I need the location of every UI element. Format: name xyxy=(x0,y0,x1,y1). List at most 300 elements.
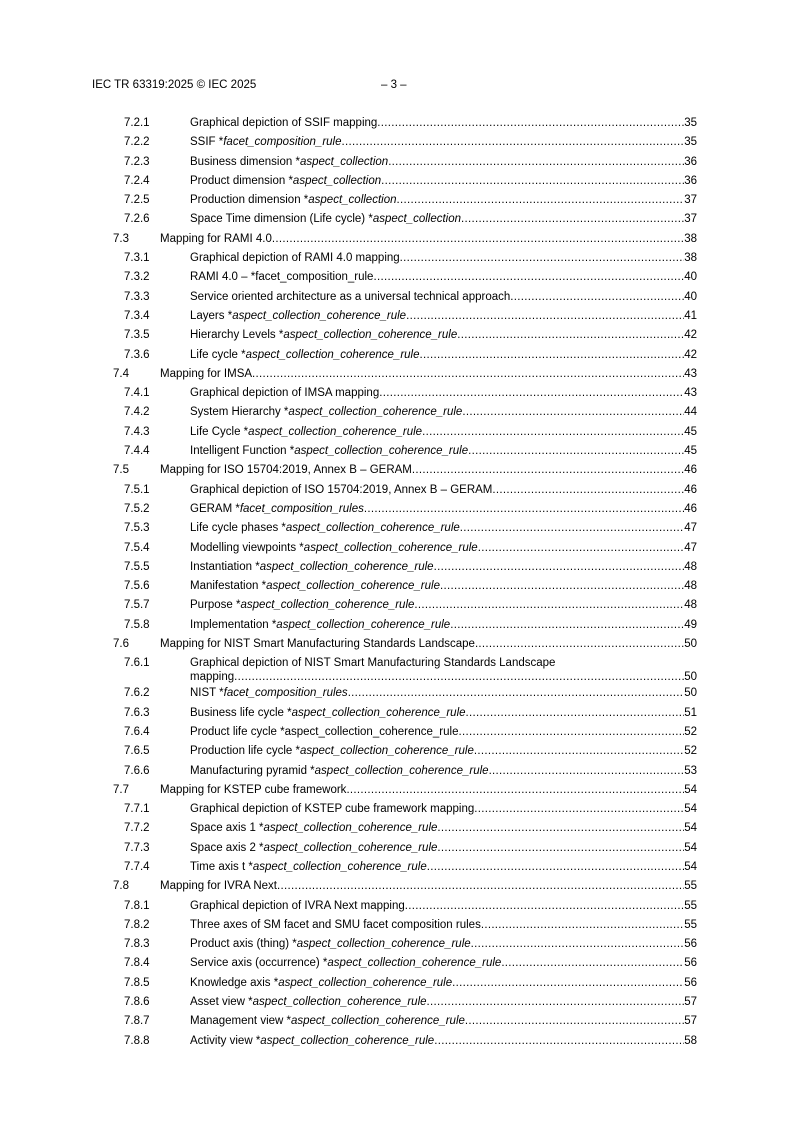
toc-entry-title-text: Layers * xyxy=(190,309,233,322)
toc-entry-body xyxy=(190,423,697,442)
toc-entry-number: 7.5.8 xyxy=(124,618,150,631)
toc-entry-title xyxy=(190,723,459,742)
dot-leader xyxy=(452,974,684,993)
toc-entry-number: 7.7.4 xyxy=(124,860,150,873)
toc-entry-title xyxy=(190,519,460,538)
toc-entry-title-text: Manifestation * xyxy=(190,580,267,593)
dot-leader xyxy=(474,742,684,761)
toc-entry-page: 54 xyxy=(684,783,697,796)
toc-entry-page: 48 xyxy=(684,580,697,593)
toc-entry-body xyxy=(190,839,697,858)
toc-entry-page: 52 xyxy=(684,745,697,758)
toc-entry[interactable] xyxy=(0,616,793,635)
toc-entry-body xyxy=(190,916,697,935)
dot-leader xyxy=(346,781,684,800)
toc-entry-title-italic: aspect_collection xyxy=(299,155,389,168)
toc-entry-page: 45 xyxy=(684,425,697,438)
toc-entry-number: 7.5.1 xyxy=(124,483,150,496)
dot-leader xyxy=(471,935,685,954)
toc-entry-body xyxy=(160,230,697,249)
toc-entry-page: 46 xyxy=(684,502,697,515)
toc-entry-number: 7.7 xyxy=(113,783,129,796)
toc-entry-title-text: Life cycle * xyxy=(190,348,246,361)
toc-entry[interactable] xyxy=(0,423,793,442)
toc-entry-title xyxy=(190,268,373,287)
toc-entry-title xyxy=(190,819,437,838)
toc-entry-title xyxy=(160,635,475,654)
dot-leader xyxy=(465,1012,684,1031)
toc-entry[interactable] xyxy=(0,500,793,519)
toc-entry-title-text: Manufacturing pyramid * xyxy=(190,764,315,777)
toc-entry-number: 7.6.4 xyxy=(124,725,150,738)
toc-entry-number: 7.8.5 xyxy=(124,976,150,989)
toc-entry-page: 43 xyxy=(684,387,697,400)
toc-entry-number: 7.3 xyxy=(113,232,129,245)
toc-entry-page: 56 xyxy=(684,938,697,951)
toc-entry-title-continued: mapping xyxy=(190,671,235,684)
toc-entry-number: 7.2.1 xyxy=(124,117,150,129)
toc-entry-body xyxy=(160,461,697,480)
toc-entry-page: 47 xyxy=(684,541,697,554)
dot-leader xyxy=(489,762,685,781)
toc-entry-number: 7.8.6 xyxy=(124,996,150,1009)
toc-entry-title-text: Product axis (thing) * xyxy=(190,938,297,951)
toc-entry-title xyxy=(190,558,434,577)
toc-entry-body xyxy=(190,616,697,635)
toc-entry[interactable] xyxy=(0,723,793,742)
dot-leader xyxy=(492,481,684,500)
dot-leader xyxy=(466,704,685,723)
toc-entry-body xyxy=(190,974,697,993)
toc-entry-title xyxy=(190,897,405,916)
toc-entry-title-italic: aspect_collection_coherence_rule xyxy=(291,706,466,719)
toc-entry-title xyxy=(190,954,501,973)
toc-entry-title-text: Product dimension * xyxy=(190,174,293,187)
toc-entry-title-text: SSIF * xyxy=(190,136,224,149)
toc-entry-title-italic: aspect_collection_coherence_rule xyxy=(299,745,474,758)
toc-entry-page: 35 xyxy=(684,117,697,129)
toc-entry-title-text: Mapping for RAMI 4.0 xyxy=(160,232,272,245)
dot-leader xyxy=(397,191,685,210)
toc-entry-page: 45 xyxy=(684,445,697,458)
toc-entry-body xyxy=(190,762,697,781)
toc-entry-page: 37 xyxy=(684,194,697,207)
toc-entry[interactable] xyxy=(0,635,793,654)
toc-entry-page: 48 xyxy=(684,599,697,612)
toc-entry-number: 7.5.7 xyxy=(124,599,150,612)
toc-entry-title-italic: aspect_collection_coherence_rule xyxy=(327,957,502,970)
toc-entry[interactable] xyxy=(0,1032,793,1051)
toc-entry-title xyxy=(190,114,377,133)
toc-entry-title-italic: aspect_collection_coherence_rule xyxy=(263,822,438,835)
toc-entry-page: 54 xyxy=(684,860,697,873)
toc-entry-title-text: Time axis t * xyxy=(190,860,253,873)
dot-leader xyxy=(379,384,684,403)
toc-entry-title xyxy=(190,1012,465,1031)
toc-entry-body xyxy=(160,635,697,654)
toc-entry[interactable] xyxy=(0,461,793,480)
dot-leader xyxy=(272,230,684,249)
toc-entry-title xyxy=(190,974,452,993)
toc-entry[interactable] xyxy=(0,268,793,287)
dot-leader xyxy=(434,558,685,577)
toc-entry[interactable] xyxy=(0,403,793,422)
dot-leader xyxy=(377,114,684,133)
toc-entry-title xyxy=(160,877,277,896)
toc-entry[interactable] xyxy=(0,230,793,249)
toc-entry-page: 46 xyxy=(684,464,697,477)
toc-entry-title xyxy=(190,346,420,365)
toc-entry-body xyxy=(190,654,697,684)
toc-entry[interactable] xyxy=(0,153,793,172)
toc-entry-title-text: Mapping for NIST Smart Manufacturing Standards Landscape xyxy=(160,638,475,651)
toc-entry-title xyxy=(190,249,400,268)
toc-entry-page: 55 xyxy=(684,899,697,912)
toc-entry-page: 53 xyxy=(684,764,697,777)
dot-leader xyxy=(434,1032,684,1051)
toc-entry-page: 43 xyxy=(684,367,697,380)
toc-entry-title-italic: aspect_collection xyxy=(292,174,382,187)
toc-entry-body xyxy=(190,442,697,461)
toc-entry-number: 7.2.4 xyxy=(124,174,150,187)
toc-entry-number: 7.3.3 xyxy=(124,290,150,303)
toc-entry-title-text: Life cycle phases * xyxy=(190,522,286,535)
toc-entry-page: 38 xyxy=(684,252,697,265)
toc-entry-body xyxy=(190,993,697,1012)
toc-entry-page: 50 xyxy=(684,671,697,684)
toc-entry-number: 7.7.2 xyxy=(124,822,150,835)
toc-entry-number: 7.5.2 xyxy=(124,502,150,515)
toc-entry[interactable] xyxy=(0,954,793,973)
toc-entry[interactable] xyxy=(0,384,793,403)
toc-entry-title-text: Knowledge axis * xyxy=(190,976,279,989)
dot-leader xyxy=(462,403,684,422)
dot-leader xyxy=(414,596,684,615)
toc-entry-title xyxy=(190,577,440,596)
toc-entry[interactable] xyxy=(0,133,793,152)
toc-entry-body xyxy=(190,403,697,422)
dot-leader xyxy=(457,326,684,345)
toc-entry-title-text: Instantiation * xyxy=(190,560,260,573)
toc-entry-title xyxy=(190,500,364,519)
dot-leader xyxy=(468,442,684,461)
dot-leader xyxy=(461,210,684,229)
toc-entry-number: 7.4.1 xyxy=(124,387,150,400)
toc-entry-page: 54 xyxy=(684,841,697,854)
toc-entry-title-italic: aspect_collection_coherence_rule xyxy=(283,329,458,342)
toc-entry-title xyxy=(190,858,427,877)
toc-entry-title-italic: aspect_collection_coherence_rule xyxy=(245,348,420,361)
toc-entry-title xyxy=(190,326,457,345)
toc-entry-title-italic: facet_composition_rules xyxy=(223,687,348,700)
toc-entry[interactable] xyxy=(0,897,793,916)
toc-entry-title-text: Business life cycle * xyxy=(190,706,292,719)
toc-entry-line-2 xyxy=(190,670,697,684)
dot-leader xyxy=(474,800,684,819)
toc-entry-title xyxy=(160,781,346,800)
toc-entry-page: 56 xyxy=(684,957,697,970)
toc-entry[interactable] xyxy=(0,742,793,761)
toc-entry-page: 50 xyxy=(684,638,697,651)
toc-entry-title xyxy=(190,133,342,152)
toc-entry-page: 36 xyxy=(684,155,697,168)
toc-entry-number: 7.7.1 xyxy=(124,803,150,816)
toc-entry-title-text: Mapping for IMSA xyxy=(160,367,253,380)
toc-entry-number: 7.2.6 xyxy=(124,213,150,226)
toc-entry[interactable] xyxy=(0,577,793,596)
toc-entry-body xyxy=(190,191,697,210)
toc-entry[interactable] xyxy=(0,704,793,723)
toc-entry-body xyxy=(160,781,697,800)
toc-entry-title-text: Life Cycle * xyxy=(190,425,249,438)
toc-entry-number: 7.6.1 xyxy=(124,657,150,670)
toc-entry-body xyxy=(190,954,697,973)
toc-entry-page: 37 xyxy=(684,213,697,226)
toc-entry-title-text: System Hierarchy * xyxy=(190,406,289,419)
toc-entry[interactable] xyxy=(0,858,793,877)
toc-entry-body xyxy=(160,365,697,384)
toc-entry-title-text: Business dimension * xyxy=(190,155,300,168)
dot-leader xyxy=(381,172,684,191)
toc-entry-title-text: Mapping for IVRA Next xyxy=(160,880,277,893)
dot-leader xyxy=(373,268,684,287)
toc-entry[interactable] xyxy=(0,326,793,345)
toc-entry[interactable] xyxy=(0,762,793,781)
toc-entry-page: 36 xyxy=(684,174,697,187)
toc-entry-page: 44 xyxy=(684,406,697,419)
toc-entry-title-italic: aspect_collection_coherence_rule xyxy=(276,618,451,631)
toc-entry-body xyxy=(190,288,697,307)
toc-entry-page: 47 xyxy=(684,522,697,535)
toc-entry-title-text: Service oriented architecture as a universal technical approach xyxy=(190,290,511,303)
toc-entry-number: 7.4.2 xyxy=(124,406,150,419)
toc-entry[interactable] xyxy=(0,481,793,500)
toc-entry-title xyxy=(190,288,510,307)
toc-entry-page: 54 xyxy=(684,803,697,816)
toc-entry-title-italic: aspect_collection_coherence_rule xyxy=(232,309,407,322)
toc-entry-page: 38 xyxy=(684,232,697,245)
toc-entry-number: 7.8.7 xyxy=(124,1015,150,1028)
toc-entry-title xyxy=(190,481,492,500)
toc-entry-title-text: Activity view * xyxy=(190,1034,261,1047)
toc-entry-body xyxy=(190,268,697,287)
toc-entry-page: 57 xyxy=(684,996,697,1009)
toc-entry-title-text: Hierarchy Levels * xyxy=(190,329,284,342)
toc-entry-title-text: Intelligent Function * xyxy=(190,445,295,458)
toc-entry-body xyxy=(190,577,697,596)
document-title: IEC TR 63319:2025 © IEC 2025 xyxy=(92,79,257,91)
toc-entry[interactable] xyxy=(0,539,793,558)
toc-entry-body xyxy=(190,819,697,838)
toc-entry-title-italic: aspect_collection xyxy=(372,213,462,226)
toc-entry-title xyxy=(190,935,471,954)
dot-leader xyxy=(459,723,685,742)
toc-entry[interactable] xyxy=(0,839,793,858)
toc-entry-body xyxy=(190,307,697,326)
toc-entry[interactable] xyxy=(0,654,793,684)
toc-entry-number: 7.5.4 xyxy=(124,541,150,554)
toc-entry[interactable] xyxy=(0,210,793,229)
toc-entry-title-text: Product life cycle *aspect_collection_coherence_rule xyxy=(190,725,459,738)
toc-entry-title xyxy=(190,839,437,858)
toc-entry-title xyxy=(190,384,379,403)
dot-leader xyxy=(342,133,685,152)
toc-entry-number: 7.3.2 xyxy=(124,271,150,284)
toc-entry-title-italic: aspect_collection_coherence_rule xyxy=(288,406,463,419)
dot-leader xyxy=(420,346,685,365)
toc-entry[interactable] xyxy=(0,781,793,800)
dot-leader xyxy=(475,635,684,654)
toc-entry-body xyxy=(190,558,697,577)
toc-entry-title xyxy=(190,596,414,615)
toc-entry-page: 58 xyxy=(684,1034,697,1047)
toc-entry-page: 55 xyxy=(684,880,697,893)
table-of-contents xyxy=(0,114,793,1051)
toc-entry-number: 7.3.4 xyxy=(124,309,150,322)
dot-leader xyxy=(437,819,684,838)
toc-entry-title-italic: aspect_collection_coherence_rule xyxy=(303,541,478,554)
toc-entry-page: 35 xyxy=(684,136,697,149)
toc-entry-title xyxy=(190,423,422,442)
toc-entry-body xyxy=(190,935,697,954)
toc-entry[interactable] xyxy=(0,800,793,819)
toc-entry-number: 7.6.5 xyxy=(124,745,150,758)
toc-entry-title-text: Asset view * xyxy=(190,996,253,1009)
dot-leader xyxy=(427,858,684,877)
toc-entry[interactable] xyxy=(0,1012,793,1031)
toc-entry-title-text: Graphical depiction of IVRA Next mapping xyxy=(190,899,405,912)
toc-entry-title-text: Service axis (occurrence) * xyxy=(190,957,328,970)
toc-entry-number: 7.3.6 xyxy=(124,348,150,361)
dot-leader xyxy=(348,684,685,703)
toc-entry-body xyxy=(190,1032,697,1051)
toc-entry-number: 7.8.8 xyxy=(124,1034,150,1047)
toc-entry-title-text: NIST * xyxy=(190,687,224,700)
toc-entry-title-text: Mapping for KSTEP cube framework xyxy=(160,783,347,796)
toc-entry-page: 56 xyxy=(684,976,697,989)
page-header xyxy=(92,77,407,93)
toc-entry[interactable] xyxy=(0,114,793,133)
toc-entry-body xyxy=(190,684,697,703)
toc-entry-title-italic: aspect_collection_coherence_rule xyxy=(294,445,469,458)
toc-entry[interactable] xyxy=(0,974,793,993)
toc-entry[interactable] xyxy=(0,288,793,307)
toc-entry-title xyxy=(190,800,474,819)
toc-entry[interactable] xyxy=(0,993,793,1012)
toc-entry-number: 7.6.6 xyxy=(124,764,150,777)
toc-entry-body xyxy=(190,153,697,172)
toc-entry-number: 7.5.6 xyxy=(124,580,150,593)
toc-entry-title-text: Space axis 2 * xyxy=(190,841,264,854)
toc-entry-body xyxy=(190,346,697,365)
toc-entry-title-text: Production dimension * xyxy=(190,194,309,207)
toc-entry-title-text: Production life cycle * xyxy=(190,745,300,758)
toc-entry-title xyxy=(190,993,427,1012)
toc-entry-line-1 xyxy=(190,657,697,670)
toc-entry-number: 7.8.4 xyxy=(124,957,150,970)
toc-entry[interactable] xyxy=(0,519,793,538)
toc-entry-number: 7.6.2 xyxy=(124,687,150,700)
toc-entry[interactable] xyxy=(0,916,793,935)
toc-entry-title xyxy=(190,1032,434,1051)
toc-entry[interactable] xyxy=(0,877,793,896)
toc-entry[interactable] xyxy=(0,684,793,703)
dot-leader xyxy=(412,461,684,480)
toc-entry-title-italic: aspect_collection_coherence_rule xyxy=(252,996,427,1009)
toc-entry-title xyxy=(160,365,252,384)
toc-entry-title-text: Graphical depiction of IMSA mapping xyxy=(190,387,380,400)
toc-entry[interactable] xyxy=(0,935,793,954)
toc-entry-body xyxy=(190,800,697,819)
toc-entry[interactable] xyxy=(0,307,793,326)
toc-entry-title-italic: aspect_collection_coherence_rule xyxy=(259,560,434,573)
toc-entry-title xyxy=(190,403,462,422)
toc-entry-page: 41 xyxy=(684,309,697,322)
page-number: – 3 – xyxy=(381,79,407,91)
toc-entry-title-italic: facet_composition_rule xyxy=(223,136,342,149)
toc-entry-number: 7.8.1 xyxy=(124,899,150,912)
toc-entry-title xyxy=(190,762,489,781)
dot-leader xyxy=(460,519,684,538)
toc-entry-number: 7.2.5 xyxy=(124,194,150,207)
toc-entry[interactable] xyxy=(0,191,793,210)
toc-entry-title-text: RAMI 4.0 – *facet_composition_rule xyxy=(190,271,374,284)
toc-entry-title-italic: aspect_collection_coherence_rule xyxy=(248,425,423,438)
toc-entry[interactable] xyxy=(0,249,793,268)
toc-entry-body xyxy=(190,539,697,558)
dot-leader xyxy=(252,365,684,384)
toc-entry-title-text: Mapping for ISO 15704:2019, Annex B – GERAM xyxy=(160,464,412,477)
toc-entry-title xyxy=(190,742,474,761)
toc-entry-title-text: GERAM * xyxy=(190,502,240,515)
toc-entry-number: 7.5.3 xyxy=(124,522,150,535)
toc-entry-body xyxy=(190,133,697,152)
toc-entry-body xyxy=(190,172,697,191)
toc-entry[interactable] xyxy=(0,596,793,615)
toc-entry-body xyxy=(190,114,697,133)
toc-entry[interactable] xyxy=(0,346,793,365)
toc-entry-page: 42 xyxy=(684,329,697,342)
dot-leader xyxy=(364,500,684,519)
toc-entry-page: 51 xyxy=(684,706,697,719)
toc-entry-body xyxy=(190,500,697,519)
dot-leader xyxy=(481,916,684,935)
toc-entry[interactable] xyxy=(0,819,793,838)
toc-entry-title xyxy=(190,684,348,703)
dot-leader xyxy=(234,670,684,684)
toc-entry-title-italic: aspect_collection xyxy=(308,194,397,207)
toc-entry-title-italic: aspect_collection_coherence_rule xyxy=(240,599,415,612)
toc-entry-number: 7.3.5 xyxy=(124,329,150,342)
toc-entry-number: 7.5.5 xyxy=(124,560,150,573)
toc-entry[interactable] xyxy=(0,172,793,191)
toc-entry-title-italic: aspect_collection_coherence_rule xyxy=(278,976,453,989)
toc-entry-page: 49 xyxy=(684,618,697,631)
dot-leader xyxy=(510,288,684,307)
dot-leader xyxy=(501,954,684,973)
toc-entry-body xyxy=(190,897,697,916)
dot-leader xyxy=(388,153,684,172)
toc-entry-title-text: Graphical depiction of RAMI 4.0 mapping xyxy=(190,252,400,265)
toc-entry[interactable] xyxy=(0,365,793,384)
toc-entry[interactable] xyxy=(0,558,793,577)
toc-entry-page: 50 xyxy=(684,687,697,700)
toc-entry-title-text: Implementation * xyxy=(190,618,277,631)
toc-entry-title xyxy=(160,230,272,249)
toc-entry-page: 48 xyxy=(684,560,697,573)
toc-entry-page: 52 xyxy=(684,725,697,738)
toc-entry[interactable] xyxy=(0,442,793,461)
